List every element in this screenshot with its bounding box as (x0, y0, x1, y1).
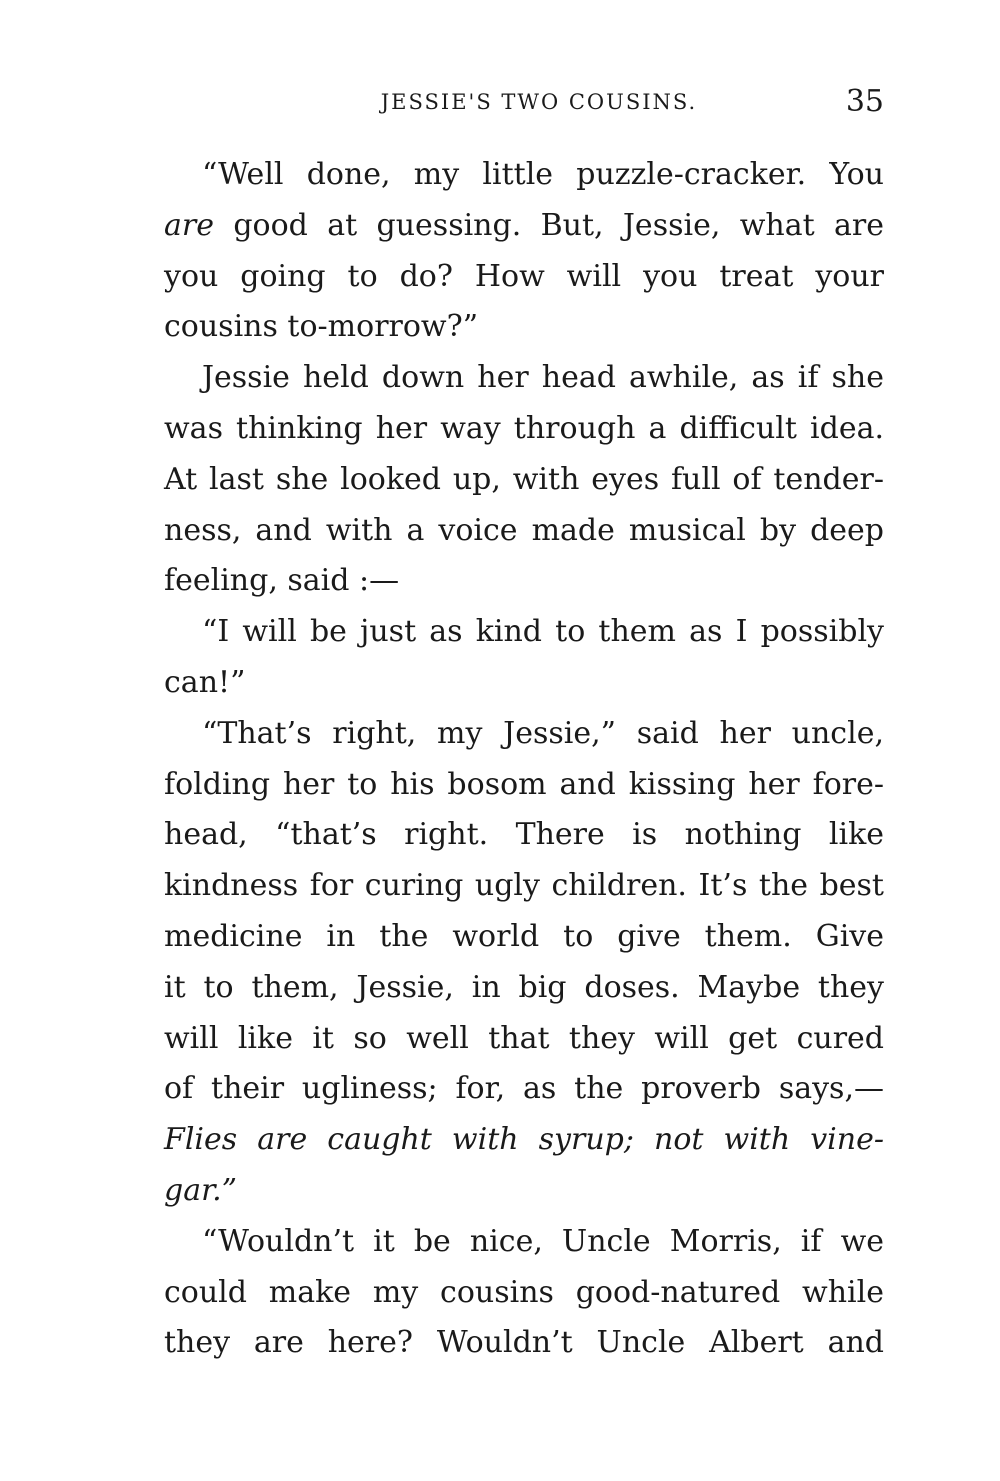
text-line: “That’s right, my Jessie,” said her uncle, (202, 715, 884, 751)
text-line: of their ugliness; for, as the proverb says,— (164, 1071, 884, 1107)
text-line: At last she looked up, with eyes full of tender- (164, 461, 884, 497)
running-head: JESSIE'S TWO COUSINS. (380, 90, 698, 114)
text-line: could make my cousins good-natured while (164, 1274, 884, 1310)
text-line (164, 1166, 884, 1217)
text-line: folding her to his bosom and kissing her fore- (164, 766, 884, 802)
paragraph (164, 607, 884, 709)
paragraph (164, 709, 884, 1217)
text-line: “I will be just as kind to them as I possibly (202, 614, 884, 650)
text-line: head, “that’s right. There is nothing like (164, 817, 884, 853)
paragraph (164, 353, 884, 607)
text-line: will like it so well that they will get cured (164, 1020, 884, 1056)
text-line: medicine in the world to give them. Give (164, 918, 884, 954)
body-text (164, 150, 884, 1369)
text-line: “Well done, my little puzzle-cracker. You (202, 157, 884, 192)
italic-proverb-end: gar.” (164, 1172, 238, 1208)
paragraph (164, 150, 884, 353)
text-line: feeling, said :— (164, 563, 400, 599)
text-line: “Wouldn’t it be nice, Uncle Morris, if we (202, 1223, 884, 1259)
text-line: ness, and with a voice made musical by deep (164, 512, 884, 548)
text-line (164, 1115, 884, 1166)
text-line: was thinking her way through a difficult idea. (164, 410, 884, 446)
text-line: you going to do? How will you treat your (164, 258, 884, 294)
page-header (164, 84, 884, 124)
text-line: it to them, Jessie, in big doses. Maybe they (164, 969, 884, 1005)
page-number: 35 (845, 84, 884, 119)
paragraph (164, 1217, 884, 1369)
text-line: kindness for curing ugly children. It’s the best (164, 868, 884, 904)
text-line: are good at guessing. But, Jessie, what are (164, 207, 884, 243)
italic-proverb: Flies are caught with syrup; not with vine- (164, 1122, 884, 1158)
text-line: can!” (164, 664, 246, 700)
text-line: Jessie held down her head awhile, as if she (202, 360, 884, 396)
text-line: cousins to-morrow?” (164, 309, 479, 345)
text-line: they are here? Wouldn’t Uncle Albert and (164, 1325, 884, 1361)
italic-word: are (164, 207, 214, 243)
